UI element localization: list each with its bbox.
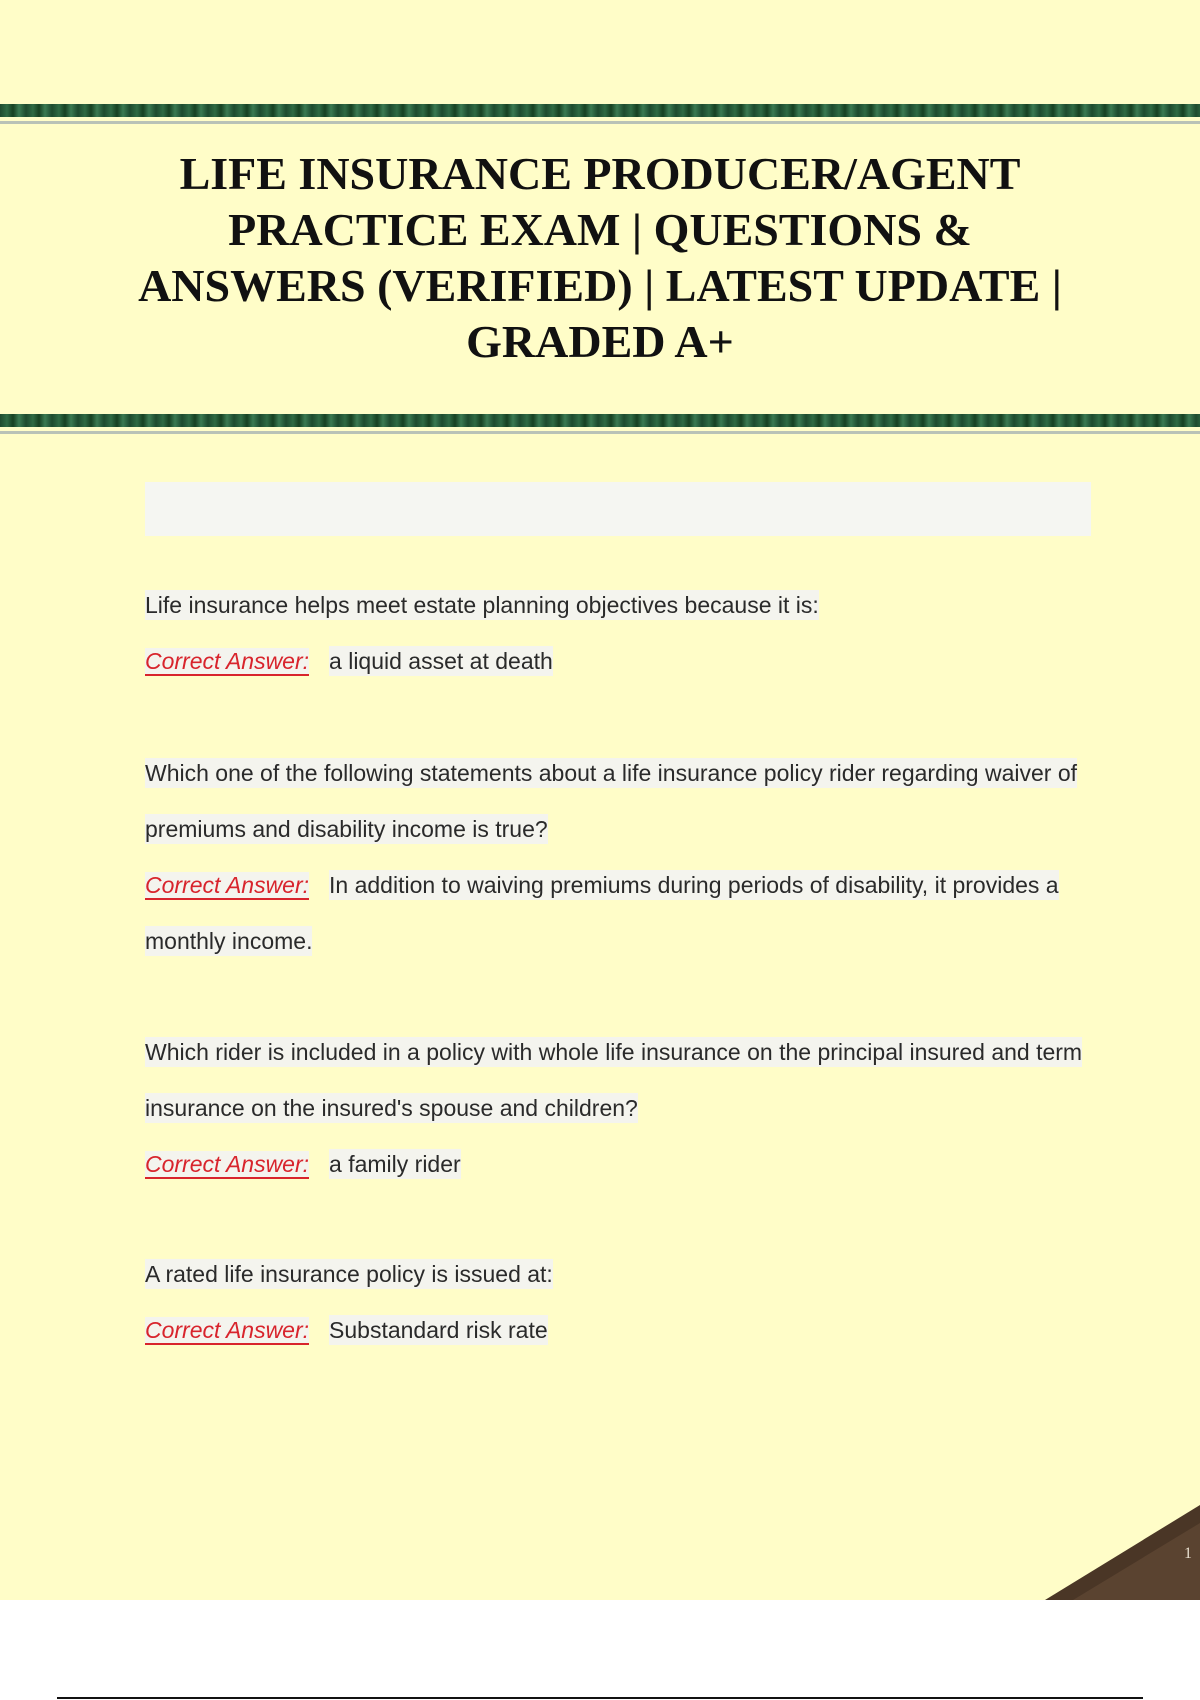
page-number: 1 bbox=[1184, 1545, 1192, 1562]
answer-line bbox=[145, 633, 1085, 689]
blank-content-box bbox=[145, 482, 1091, 536]
answer-line bbox=[145, 1136, 1085, 1192]
correct-answer-label: Correct Answer: bbox=[145, 872, 310, 898]
bottom-decorative-band bbox=[0, 414, 1200, 427]
question-text: A rated life insurance policy is issued at: bbox=[145, 1261, 553, 1287]
answer-text: In addition to waiving premiums during periods of disability, it provides a monthly income. bbox=[145, 872, 1059, 954]
top-decorative-band bbox=[0, 104, 1200, 117]
correct-answer-label: Correct Answer: bbox=[145, 1151, 310, 1177]
answer-line bbox=[145, 1302, 1085, 1358]
qa-item-2 bbox=[145, 745, 1085, 969]
question-text: Which rider is included in a policy with whole life insurance on the principal insured and term insurance on the insured's spouse and children? bbox=[145, 1039, 1083, 1121]
answer-line bbox=[145, 857, 1085, 969]
document-title: LIFE INSURANCE PRODUCER/AGENT PRACTICE EXAM | QUESTIONS & ANSWERS (VERIFIED) | LATEST UPDATE | GRADED A+ bbox=[138, 148, 1062, 367]
answer-text: a liquid asset at death bbox=[329, 648, 553, 674]
correct-answer-label: Correct Answer: bbox=[145, 1317, 310, 1343]
bottom-band-rule bbox=[0, 431, 1200, 434]
answer-text: Substandard risk rate bbox=[329, 1317, 548, 1343]
qa-item-1 bbox=[145, 577, 1085, 689]
qa-item-4 bbox=[145, 1246, 1085, 1358]
qa-item-3 bbox=[145, 1024, 1085, 1192]
question-text: Life insurance helps meet estate planning objectives because it is: bbox=[145, 592, 819, 618]
question-text: Which one of the following statements about a life insurance policy rider regarding waiver of premiums and disability income is true? bbox=[145, 760, 1077, 842]
correct-answer-label: Correct Answer: bbox=[145, 648, 310, 674]
footer-rule bbox=[57, 1697, 1143, 1699]
top-band-rule bbox=[0, 121, 1200, 124]
answer-text: a family rider bbox=[329, 1151, 461, 1177]
page-corner-fold bbox=[1045, 1505, 1200, 1600]
